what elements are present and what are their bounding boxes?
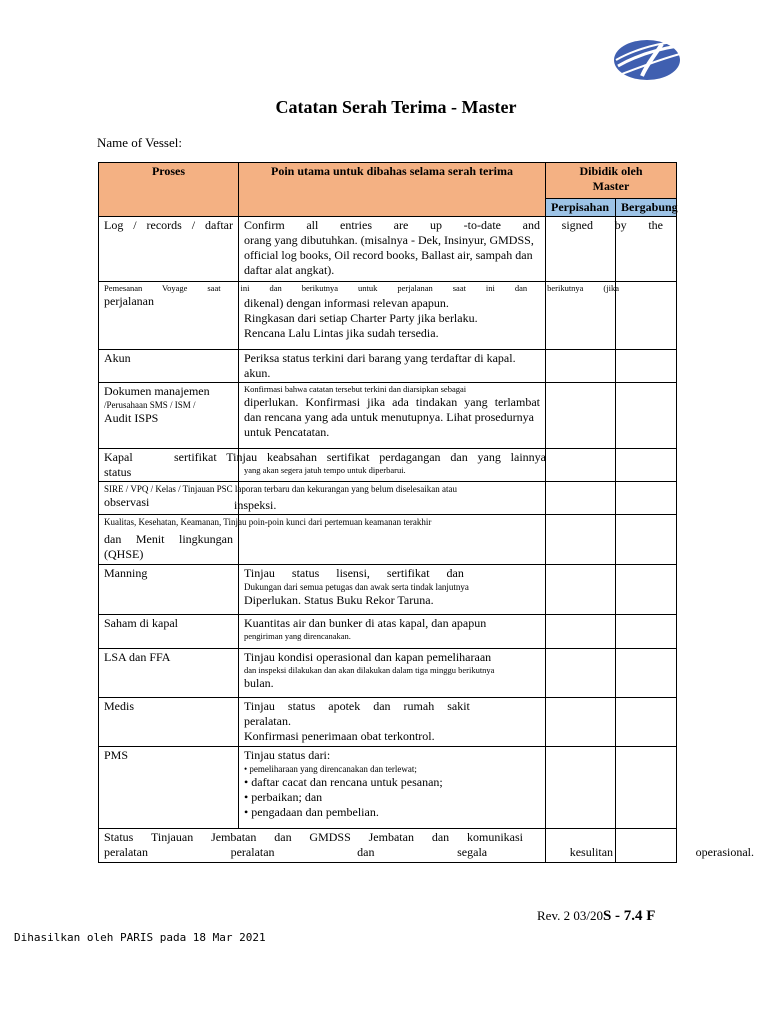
row-proses: Audit ISPS <box>104 411 159 425</box>
table-row <box>99 449 677 482</box>
row-poin-line: untuk Pencatatan. <box>244 425 330 439</box>
row-poin-line: Tinjau status apotek dan rumah sakit <box>244 699 470 713</box>
header-perpisahan: Perpisahan <box>546 199 616 217</box>
page-title: Catatan Serah Terima - Master <box>275 97 517 117</box>
row-poin-line: peralatan. <box>244 714 291 728</box>
row-poin-line: • perbaikan; dan <box>244 790 323 804</box>
header-dibidik <box>546 163 677 199</box>
row-proses: Kapal <box>104 450 133 464</box>
row-poin-line: Konfirmasi penerimaan obat terkontrol. <box>244 729 435 743</box>
row-proses: /Perusahaan SMS / ISM / <box>104 400 196 410</box>
table-row <box>99 615 677 649</box>
checkbox-perpisahan[interactable] <box>546 615 616 649</box>
table-row <box>99 482 677 515</box>
checkbox-bergabung[interactable] <box>616 515 677 565</box>
row-status-line: Status Tinjauan Jembatan dan GMDSS Jembatan dan komunikasi <box>104 830 523 844</box>
header-bergabung: Bergabung <box>616 199 677 217</box>
row-proses: Medis <box>104 699 134 713</box>
checkbox-perpisahan[interactable] <box>546 649 616 698</box>
handover-table <box>98 162 754 863</box>
table-row <box>99 217 677 282</box>
row-proses: dan Menit lingkungan <box>104 532 233 546</box>
row-poin-line: orang yang dibutuhkan. (misalnya - Dek, Insinyur, GMDSS, official log books, Oil record books, Ballast air, sampah dan daftar alat angkat). <box>244 233 534 277</box>
row-poin-line: dan rencana yang ada untuk menutupnya. Lihat prosedurnya <box>244 410 534 424</box>
row-poin-line: • daftar cacat dan rencana untuk pesanan; <box>244 775 443 789</box>
checkbox-bergabung[interactable] <box>616 615 677 649</box>
row-poin-line: bulan. <box>244 676 274 690</box>
row-proses-small: Pemesanan Voyage saat ini dan berikutnya untuk perjalanan saat ini dan berikutnya (jika <box>104 283 619 293</box>
row-poin-line: Tinjau kondisi operasional dan kapan pemeliharaan <box>244 650 492 664</box>
table-row <box>99 282 677 350</box>
row-proses: LSA dan FFA <box>104 650 171 664</box>
company-logo <box>612 36 682 84</box>
checkbox-bergabung[interactable] <box>616 449 677 482</box>
row-proses-small: Kualitas, Kesehatan, Keamanan, Tinjau poin-poin kunci dari pertemuan keamanan terakhir <box>104 517 432 527</box>
header-dibidik-line2: Master <box>592 179 630 193</box>
row-poin-line: Kuantitas air dan bunker di atas kapal, dan apapun <box>244 616 487 630</box>
row-poin-small: • pemeliharaan yang direncanakan dan terlewat; <box>244 764 417 774</box>
row-poin-line: • pengadaan dan pembelian. <box>244 805 379 819</box>
table-row <box>99 829 677 863</box>
row-poin: Periksa status terkini dari barang yang terdaftar di kapal. akun. <box>244 351 516 380</box>
row-status-line: peralatan peralatan dan segala kesulitan operasional. <box>104 845 754 859</box>
header-poin: Poin utama untuk dibahas selama serah terima <box>239 163 546 217</box>
checkbox-bergabung[interactable] <box>616 383 677 449</box>
row-poin-line: Rencana Lalu Lintas jika sudah tersedia. <box>244 326 439 340</box>
checkbox-bergabung[interactable] <box>616 282 677 350</box>
row-proses-small: SIRE / VPQ / Kelas / Tinjauan PSC laporan terbaru dan kekurangan yang belum diselesaikan atau <box>104 484 458 494</box>
checkbox-perpisahan[interactable] <box>546 482 616 515</box>
row-poin-line: Diperlukan. Status Buku Rekor Taruna. <box>244 593 434 607</box>
row-poin-small: pengiriman yang direncanakan. <box>244 631 351 641</box>
table-row <box>99 350 677 383</box>
row-proses: Saham di kapal <box>104 616 178 630</box>
header-proses: Proses <box>99 163 239 217</box>
row-proses: Manning <box>104 566 148 580</box>
row-proses: (QHSE) <box>104 547 144 561</box>
checkbox-perpisahan[interactable] <box>546 449 616 482</box>
row-poin-line: yang akan segera jatuh tempo untuk diperbarui. <box>244 465 406 475</box>
row-proses: Dokumen manajemen <box>104 384 210 398</box>
row-poin-small: Konfirmasi bahwa catatan tersebut terkini dan diarsipkan sebagai <box>244 384 467 394</box>
row-proses: observasi <box>104 495 150 509</box>
checkbox-bergabung[interactable] <box>616 350 677 383</box>
checkbox-perpisahan[interactable] <box>546 698 616 747</box>
checkbox-perpisahan[interactable] <box>546 747 616 829</box>
row-poin-line: Tinjau status dari: <box>244 748 331 762</box>
revision-number: Rev. 2 03/20 <box>537 908 603 923</box>
form-code: S - 7.4 F <box>602 908 656 924</box>
row-proses: Akun <box>104 351 131 365</box>
row-proses: Log / records / daftar <box>104 218 233 232</box>
checkbox-perpisahan[interactable] <box>546 515 616 565</box>
table-row <box>99 383 677 449</box>
row-poin-line: diperlukan. Konfirmasi jika ada tindakan yang terlambat <box>244 395 540 409</box>
table-row <box>99 565 677 615</box>
produced-by-footer: Dihasilkan oleh PARIS pada 18 Mar 2021 <box>14 931 266 944</box>
row-poin-small: Dukungan dari semua petugas dan awak serta tindak lanjutnya <box>244 582 469 592</box>
row-proses: perjalanan <box>104 294 154 308</box>
row-poin-line: Ringkasan dari setiap Charter Party jika berlaku. <box>244 311 478 325</box>
table-row <box>99 515 677 565</box>
row-poin-line: sertifikat Tinjau keabsahan sertifikat perdagangan dan yang lainnya <box>174 450 546 464</box>
checkbox-bergabung[interactable] <box>616 649 677 698</box>
vessel-name-label: Name of Vessel: <box>97 135 182 150</box>
row-proses: PMS <box>104 748 129 762</box>
row-poin-line: Confirm all entries are up -to-date and signed by the <box>244 218 663 232</box>
checkbox-bergabung[interactable] <box>616 482 677 515</box>
table-row <box>99 698 677 747</box>
revision-label <box>537 908 655 925</box>
checkbox-perpisahan[interactable] <box>546 350 616 383</box>
checkbox-perpisahan[interactable] <box>546 383 616 449</box>
checkbox-bergabung[interactable] <box>616 747 677 829</box>
table-row <box>99 649 677 698</box>
row-poin-small: dan inspeksi dilakukan dan akan dilakukan dalam tiga minggu berikutnya <box>244 665 495 675</box>
row-poin: inspeksi. <box>234 498 277 512</box>
row-poin-line: Tinjau status lisensi, sertifikat dan <box>244 566 464 580</box>
checkbox-bergabung[interactable] <box>616 698 677 747</box>
checkbox-bergabung[interactable] <box>616 565 677 615</box>
row-proses: status <box>104 465 132 479</box>
checkbox-perpisahan[interactable] <box>546 565 616 615</box>
row-poin-line: dikenal) dengan informasi relevan apapun. <box>244 296 449 310</box>
table-row <box>99 747 677 829</box>
header-dibidik-line1: Dibidik oleh <box>579 164 643 178</box>
